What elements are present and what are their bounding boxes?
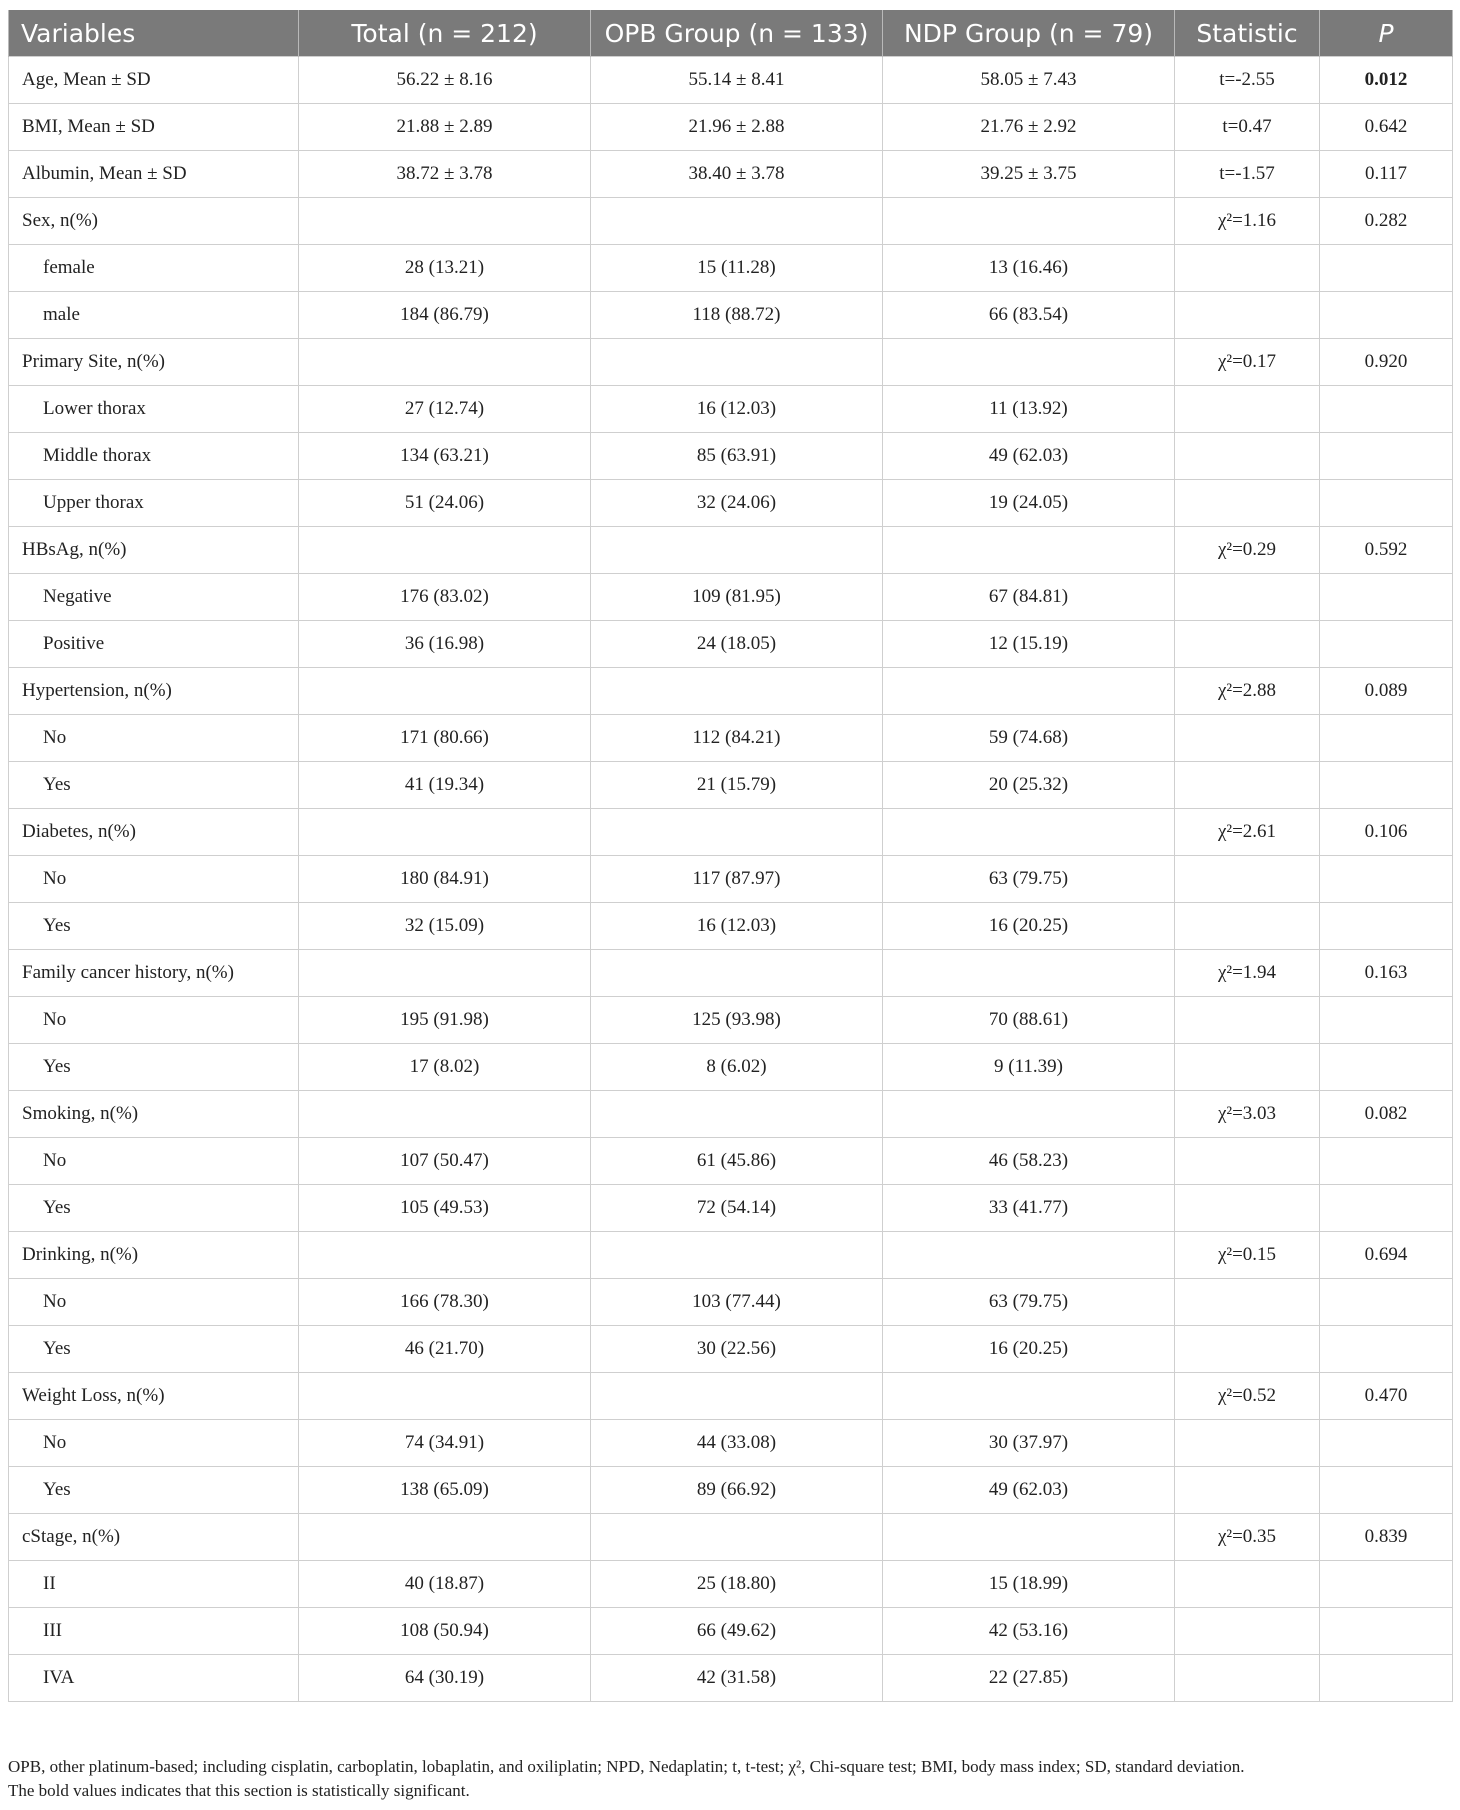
opb-cell: 32 (24.06) [591, 480, 883, 527]
table-subrow [9, 386, 1453, 433]
header-total: Total (n = 212) [299, 10, 591, 57]
ndp-cell: 16 (20.25) [883, 903, 1175, 950]
variable-cell: female [9, 245, 299, 292]
p-value-cell [1320, 621, 1453, 668]
total-cell: 107 (50.47) [299, 1138, 591, 1185]
opb-cell: 66 (49.62) [591, 1608, 883, 1655]
statistic-cell [1175, 1467, 1320, 1514]
header-row [9, 10, 1453, 57]
opb-cell: 109 (81.95) [591, 574, 883, 621]
total-cell: 180 (84.91) [299, 856, 591, 903]
ndp-cell [883, 527, 1175, 574]
total-cell [299, 198, 591, 245]
opb-cell: 15 (11.28) [591, 245, 883, 292]
statistic-cell [1175, 856, 1320, 903]
total-cell [299, 809, 591, 856]
statistic-cell: χ²=0.35 [1175, 1514, 1320, 1561]
total-cell: 134 (63.21) [299, 433, 591, 480]
p-value-cell [1320, 1420, 1453, 1467]
p-value-cell [1320, 480, 1453, 527]
ndp-cell: 70 (88.61) [883, 997, 1175, 1044]
variable-cell: cStage, n(%) [9, 1514, 299, 1561]
opb-cell: 25 (18.80) [591, 1561, 883, 1608]
table-body [9, 57, 1453, 1702]
total-cell: 64 (30.19) [299, 1655, 591, 1702]
p-value-cell: 0.642 [1320, 104, 1453, 151]
table-subrow [9, 1608, 1453, 1655]
p-value-cell: 0.282 [1320, 198, 1453, 245]
table-subrow [9, 1138, 1453, 1185]
ndp-cell [883, 1514, 1175, 1561]
p-value-cell [1320, 1655, 1453, 1702]
statistic-cell: t=0.47 [1175, 104, 1320, 151]
statistic-cell [1175, 1326, 1320, 1373]
opb-cell: 72 (54.14) [591, 1185, 883, 1232]
p-value-cell [1320, 433, 1453, 480]
ndp-cell [883, 198, 1175, 245]
statistic-cell: χ²=1.16 [1175, 198, 1320, 245]
statistic-cell: t=-2.55 [1175, 57, 1320, 104]
table-subrow [9, 292, 1453, 339]
table-subrow [9, 1279, 1453, 1326]
opb-cell: 55.14 ± 8.41 [591, 57, 883, 104]
variable-cell: Weight Loss, n(%) [9, 1373, 299, 1420]
header-statistic: Statistic [1175, 10, 1320, 57]
variable-cell: No [9, 1279, 299, 1326]
header-ndp-group: NDP Group (n = 79) [883, 10, 1175, 57]
statistic-cell: χ²=3.03 [1175, 1091, 1320, 1138]
variable-cell: No [9, 997, 299, 1044]
p-value-cell [1320, 1608, 1453, 1655]
statistic-cell [1175, 386, 1320, 433]
total-cell [299, 1232, 591, 1279]
statistic-cell: χ²=0.15 [1175, 1232, 1320, 1279]
ndp-cell: 46 (58.23) [883, 1138, 1175, 1185]
table-row [9, 1514, 1453, 1561]
variable-cell: Family cancer history, n(%) [9, 950, 299, 997]
variable-cell: No [9, 856, 299, 903]
table-subrow [9, 997, 1453, 1044]
p-value-cell: 0.089 [1320, 668, 1453, 715]
total-cell: 38.72 ± 3.78 [299, 151, 591, 198]
total-cell: 46 (21.70) [299, 1326, 591, 1373]
total-cell: 17 (8.02) [299, 1044, 591, 1091]
table-subrow [9, 621, 1453, 668]
total-cell [299, 339, 591, 386]
variable-cell: Yes [9, 903, 299, 950]
ndp-cell [883, 668, 1175, 715]
p-value-cell: 0.470 [1320, 1373, 1453, 1420]
ndp-cell [883, 950, 1175, 997]
total-cell: 74 (34.91) [299, 1420, 591, 1467]
ndp-cell: 49 (62.03) [883, 1467, 1175, 1514]
opb-cell [591, 527, 883, 574]
variable-cell: Hypertension, n(%) [9, 668, 299, 715]
variable-cell: Negative [9, 574, 299, 621]
variable-cell: BMI, Mean ± SD [9, 104, 299, 151]
ndp-cell: 49 (62.03) [883, 433, 1175, 480]
opb-cell: 103 (77.44) [591, 1279, 883, 1326]
variable-cell: Yes [9, 1044, 299, 1091]
p-value-cell: 0.839 [1320, 1514, 1453, 1561]
ndp-cell: 11 (13.92) [883, 386, 1175, 433]
variable-cell: III [9, 1608, 299, 1655]
statistic-cell [1175, 480, 1320, 527]
ndp-cell: 33 (41.77) [883, 1185, 1175, 1232]
total-cell: 32 (15.09) [299, 903, 591, 950]
ndp-cell: 21.76 ± 2.92 [883, 104, 1175, 151]
p-value-cell [1320, 292, 1453, 339]
p-value-cell: 0.163 [1320, 950, 1453, 997]
variable-cell: Positive [9, 621, 299, 668]
table-row [9, 339, 1453, 386]
table-row [9, 104, 1453, 151]
p-value-cell [1320, 903, 1453, 950]
ndp-cell: 9 (11.39) [883, 1044, 1175, 1091]
opb-cell: 21.96 ± 2.88 [591, 104, 883, 151]
variable-cell: HBsAg, n(%) [9, 527, 299, 574]
total-cell: 41 (19.34) [299, 762, 591, 809]
opb-cell [591, 1514, 883, 1561]
statistic-cell: χ²=2.88 [1175, 668, 1320, 715]
opb-cell [591, 668, 883, 715]
p-value-cell: 0.012 [1320, 57, 1453, 104]
table-subrow [9, 1655, 1453, 1702]
statistic-cell [1175, 292, 1320, 339]
table-subrow [9, 574, 1453, 621]
statistic-cell [1175, 1608, 1320, 1655]
total-cell [299, 668, 591, 715]
opb-cell: 24 (18.05) [591, 621, 883, 668]
statistic-cell [1175, 433, 1320, 480]
statistic-cell [1175, 621, 1320, 668]
opb-cell [591, 950, 883, 997]
variable-cell: Yes [9, 1185, 299, 1232]
p-value-cell [1320, 245, 1453, 292]
ndp-cell [883, 1373, 1175, 1420]
ndp-cell [883, 809, 1175, 856]
variable-cell: male [9, 292, 299, 339]
table-subrow [9, 715, 1453, 762]
opb-cell [591, 198, 883, 245]
header-opb-group: OPB Group (n = 133) [591, 10, 883, 57]
ndp-cell: 16 (20.25) [883, 1326, 1175, 1373]
table-subrow [9, 480, 1453, 527]
ndp-cell: 42 (53.16) [883, 1608, 1175, 1655]
p-value-cell [1320, 856, 1453, 903]
opb-cell [591, 339, 883, 386]
opb-cell: 44 (33.08) [591, 1420, 883, 1467]
variable-cell: Sex, n(%) [9, 198, 299, 245]
total-cell: 105 (49.53) [299, 1185, 591, 1232]
opb-cell: 118 (88.72) [591, 292, 883, 339]
table-header [9, 10, 1453, 57]
variable-cell: Diabetes, n(%) [9, 809, 299, 856]
table-subrow [9, 856, 1453, 903]
variable-cell: Primary Site, n(%) [9, 339, 299, 386]
total-cell: 195 (91.98) [299, 997, 591, 1044]
statistic-cell [1175, 574, 1320, 621]
p-value-cell [1320, 1561, 1453, 1608]
opb-cell: 21 (15.79) [591, 762, 883, 809]
variable-cell: IVA [9, 1655, 299, 1702]
variable-cell: Smoking, n(%) [9, 1091, 299, 1138]
table-subrow [9, 245, 1453, 292]
ndp-cell: 19 (24.05) [883, 480, 1175, 527]
table-row [9, 198, 1453, 245]
opb-cell: 125 (93.98) [591, 997, 883, 1044]
total-cell: 51 (24.06) [299, 480, 591, 527]
total-cell: 176 (83.02) [299, 574, 591, 621]
table-row [9, 809, 1453, 856]
variable-cell: No [9, 715, 299, 762]
p-value-cell [1320, 762, 1453, 809]
table-row [9, 527, 1453, 574]
total-cell: 21.88 ± 2.89 [299, 104, 591, 151]
ndp-cell: 58.05 ± 7.43 [883, 57, 1175, 104]
variable-cell: Age, Mean ± SD [9, 57, 299, 104]
p-value-cell [1320, 386, 1453, 433]
total-cell [299, 1514, 591, 1561]
opb-cell: 85 (63.91) [591, 433, 883, 480]
table-subrow [9, 1326, 1453, 1373]
ndp-cell: 59 (74.68) [883, 715, 1175, 762]
p-value-cell: 0.694 [1320, 1232, 1453, 1279]
opb-cell: 16 (12.03) [591, 386, 883, 433]
table-row [9, 1091, 1453, 1138]
p-value-cell [1320, 1044, 1453, 1091]
p-value-cell: 0.106 [1320, 809, 1453, 856]
statistic-cell [1175, 715, 1320, 762]
opb-cell: 30 (22.56) [591, 1326, 883, 1373]
statistic-cell: χ²=2.61 [1175, 809, 1320, 856]
total-cell [299, 1373, 591, 1420]
opb-cell: 89 (66.92) [591, 1467, 883, 1514]
table-subrow [9, 433, 1453, 480]
statistic-cell [1175, 1279, 1320, 1326]
variable-cell: Albumin, Mean ± SD [9, 151, 299, 198]
p-value-cell [1320, 1138, 1453, 1185]
variable-cell: Yes [9, 1467, 299, 1514]
opb-cell [591, 809, 883, 856]
table-footnote [8, 1755, 1452, 1803]
total-cell: 36 (16.98) [299, 621, 591, 668]
variable-cell: Lower thorax [9, 386, 299, 433]
opb-cell: 16 (12.03) [591, 903, 883, 950]
ndp-cell: 39.25 ± 3.75 [883, 151, 1175, 198]
opb-cell: 8 (6.02) [591, 1044, 883, 1091]
table-subrow [9, 1420, 1453, 1467]
total-cell [299, 1091, 591, 1138]
variable-cell: II [9, 1561, 299, 1608]
p-value-cell: 0.920 [1320, 339, 1453, 386]
p-value-cell [1320, 1279, 1453, 1326]
ndp-cell: 13 (16.46) [883, 245, 1175, 292]
statistic-cell [1175, 1420, 1320, 1467]
total-cell: 184 (86.79) [299, 292, 591, 339]
table-row [9, 950, 1453, 997]
table-subrow [9, 903, 1453, 950]
table-row [9, 1232, 1453, 1279]
table-subrow [9, 762, 1453, 809]
ndp-cell: 30 (37.97) [883, 1420, 1175, 1467]
statistic-cell [1175, 903, 1320, 950]
variable-cell: Drinking, n(%) [9, 1232, 299, 1279]
statistic-cell [1175, 1655, 1320, 1702]
baseline-characteristics-table [8, 10, 1453, 1702]
ndp-cell: 15 (18.99) [883, 1561, 1175, 1608]
statistic-cell [1175, 1044, 1320, 1091]
total-cell [299, 527, 591, 574]
statistic-cell [1175, 245, 1320, 292]
statistic-cell [1175, 1185, 1320, 1232]
variable-cell: Upper thorax [9, 480, 299, 527]
statistic-cell: χ²=0.17 [1175, 339, 1320, 386]
statistic-cell: t=-1.57 [1175, 151, 1320, 198]
opb-cell [591, 1232, 883, 1279]
ndp-cell: 20 (25.32) [883, 762, 1175, 809]
table-subrow [9, 1185, 1453, 1232]
footnote-abbreviations: OPB, other platinum-based; including cisplatin, carboplatin, lobaplatin, and oxiliplatin; NPD, Nedaplatin; t, t-test; χ², Chi-square test; BMI, body mass index; SD, standard deviation. [8, 1757, 1245, 1776]
variable-cell: Yes [9, 762, 299, 809]
p-value-cell [1320, 1467, 1453, 1514]
p-value-cell [1320, 1185, 1453, 1232]
header-p-value: P [1320, 10, 1453, 57]
statistic-cell [1175, 762, 1320, 809]
p-value-cell [1320, 715, 1453, 762]
total-cell: 166 (78.30) [299, 1279, 591, 1326]
footnote-bold-note: The bold values indicates that this section is statistically significant. [8, 1781, 470, 1800]
table-row [9, 57, 1453, 104]
ndp-cell: 66 (83.54) [883, 292, 1175, 339]
statistic-cell: χ²=0.52 [1175, 1373, 1320, 1420]
variable-cell: No [9, 1420, 299, 1467]
total-cell [299, 950, 591, 997]
statistic-cell: χ²=1.94 [1175, 950, 1320, 997]
total-cell: 171 (80.66) [299, 715, 591, 762]
p-value-cell: 0.082 [1320, 1091, 1453, 1138]
ndp-cell: 63 (79.75) [883, 856, 1175, 903]
p-value-cell [1320, 1326, 1453, 1373]
p-value-cell: 0.592 [1320, 527, 1453, 574]
opb-cell: 42 (31.58) [591, 1655, 883, 1702]
variable-cell: No [9, 1138, 299, 1185]
total-cell: 27 (12.74) [299, 386, 591, 433]
total-cell: 40 (18.87) [299, 1561, 591, 1608]
statistic-cell [1175, 1138, 1320, 1185]
ndp-cell [883, 339, 1175, 386]
opb-cell: 38.40 ± 3.78 [591, 151, 883, 198]
table-row [9, 1373, 1453, 1420]
total-cell: 108 (50.94) [299, 1608, 591, 1655]
opb-cell: 117 (87.97) [591, 856, 883, 903]
p-value-cell: 0.117 [1320, 151, 1453, 198]
table-subrow [9, 1044, 1453, 1091]
total-cell: 56.22 ± 8.16 [299, 57, 591, 104]
ndp-cell: 63 (79.75) [883, 1279, 1175, 1326]
opb-cell: 112 (84.21) [591, 715, 883, 762]
ndp-cell: 67 (84.81) [883, 574, 1175, 621]
statistic-cell [1175, 997, 1320, 1044]
variable-cell: Middle thorax [9, 433, 299, 480]
table-container [8, 10, 1452, 1702]
ndp-cell: 22 (27.85) [883, 1655, 1175, 1702]
opb-cell [591, 1091, 883, 1138]
table-subrow [9, 1467, 1453, 1514]
p-value-cell [1320, 997, 1453, 1044]
header-variables: Variables [9, 10, 299, 57]
statistic-cell: χ²=0.29 [1175, 527, 1320, 574]
opb-cell [591, 1373, 883, 1420]
total-cell: 138 (65.09) [299, 1467, 591, 1514]
variable-cell: Yes [9, 1326, 299, 1373]
statistic-cell [1175, 1561, 1320, 1608]
ndp-cell [883, 1091, 1175, 1138]
opb-cell: 61 (45.86) [591, 1138, 883, 1185]
table-subrow [9, 1561, 1453, 1608]
table-row [9, 151, 1453, 198]
ndp-cell: 12 (15.19) [883, 621, 1175, 668]
p-value-cell [1320, 574, 1453, 621]
total-cell: 28 (13.21) [299, 245, 591, 292]
ndp-cell [883, 1232, 1175, 1279]
table-row [9, 668, 1453, 715]
